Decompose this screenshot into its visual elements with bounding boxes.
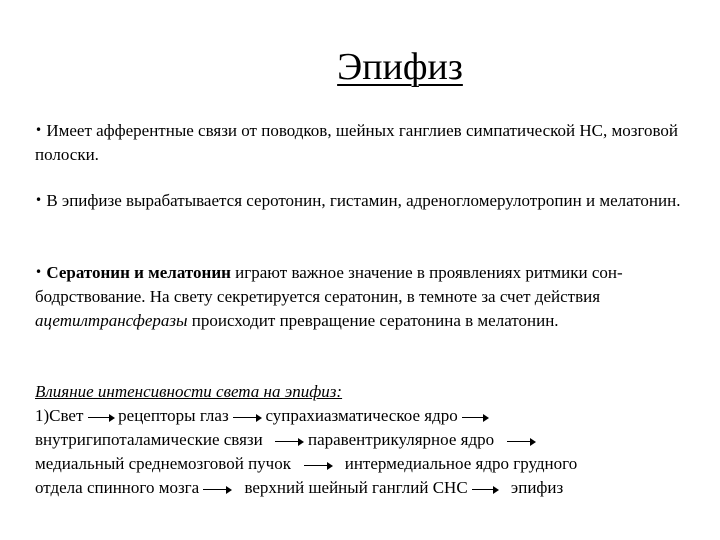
chain-step-paraventricular: паравентрикулярное ядро xyxy=(307,430,495,449)
chain-line-1 xyxy=(35,404,695,428)
chain-step-intermediolateral-b: отдела спинного мозга xyxy=(35,478,200,497)
page-title: Эпифиз xyxy=(337,46,463,88)
paragraph-afferent-connections xyxy=(35,118,695,167)
arrow-right-icon xyxy=(304,455,328,466)
arrow-right-icon xyxy=(88,407,110,418)
arrow-right-icon xyxy=(462,407,484,418)
arrow-right-icon xyxy=(233,407,257,418)
chain-step-medial-bundle: медиальный среднемозговой пучок xyxy=(35,454,291,473)
chain-step-superior-ganglion: верхний шейный ганглий СНС xyxy=(244,478,468,497)
chain-line-2 xyxy=(35,428,695,452)
arrow-right-icon xyxy=(472,479,494,490)
arrow-right-icon xyxy=(203,479,227,490)
bullet-icon: • xyxy=(35,193,43,207)
paragraph-3-text-b: происходит превращение сератонина в мелатонин. xyxy=(187,311,559,330)
chain-step-intrahypothalamic: внутригипоталамические связи xyxy=(35,430,263,449)
light-influence-block xyxy=(35,380,695,500)
paragraph-3-text-a: играют важное значение в проявлениях ритмики сон-бодрствование. На свету секретируется сератонин, в темноте за счет действия xyxy=(35,263,623,306)
light-influence-heading: Влияние интенсивности света на эпифиз: xyxy=(35,382,343,401)
paragraph-3-bold-text: Сератонин и мелатонин xyxy=(46,263,231,282)
chain-step-receptors: рецепторы глаз xyxy=(118,406,229,425)
chain-step-intermediolateral-a: интермедиальное ядро грудного xyxy=(344,454,578,473)
arrow-right-icon xyxy=(275,431,299,442)
paragraph-1-text: Имеет афферентные связи от поводков, шейных ганглиев симпатической НС, мозговой полоски. xyxy=(35,121,679,164)
paragraph-2-text: В эпифизе вырабатывается серотонин, гистамин, адреногломерулотропин и мелатонин. xyxy=(46,191,681,210)
chain-line-4 xyxy=(35,476,695,500)
bullet-icon: • xyxy=(35,123,43,137)
chain-step-epiphysis: эпифиз xyxy=(510,478,564,497)
bullet-icon: • xyxy=(35,265,43,279)
chain-start: 1)Свет xyxy=(35,406,84,425)
paragraph-rhythm xyxy=(35,260,695,333)
arrow-right-icon xyxy=(507,431,531,442)
chain-line-3 xyxy=(35,452,695,476)
paragraph-hormones xyxy=(35,188,695,213)
enzyme-name: ацетилтрансферазы xyxy=(35,311,188,330)
chain-step-suprachiasmatic: супрахиазматическое ядро xyxy=(265,406,458,425)
